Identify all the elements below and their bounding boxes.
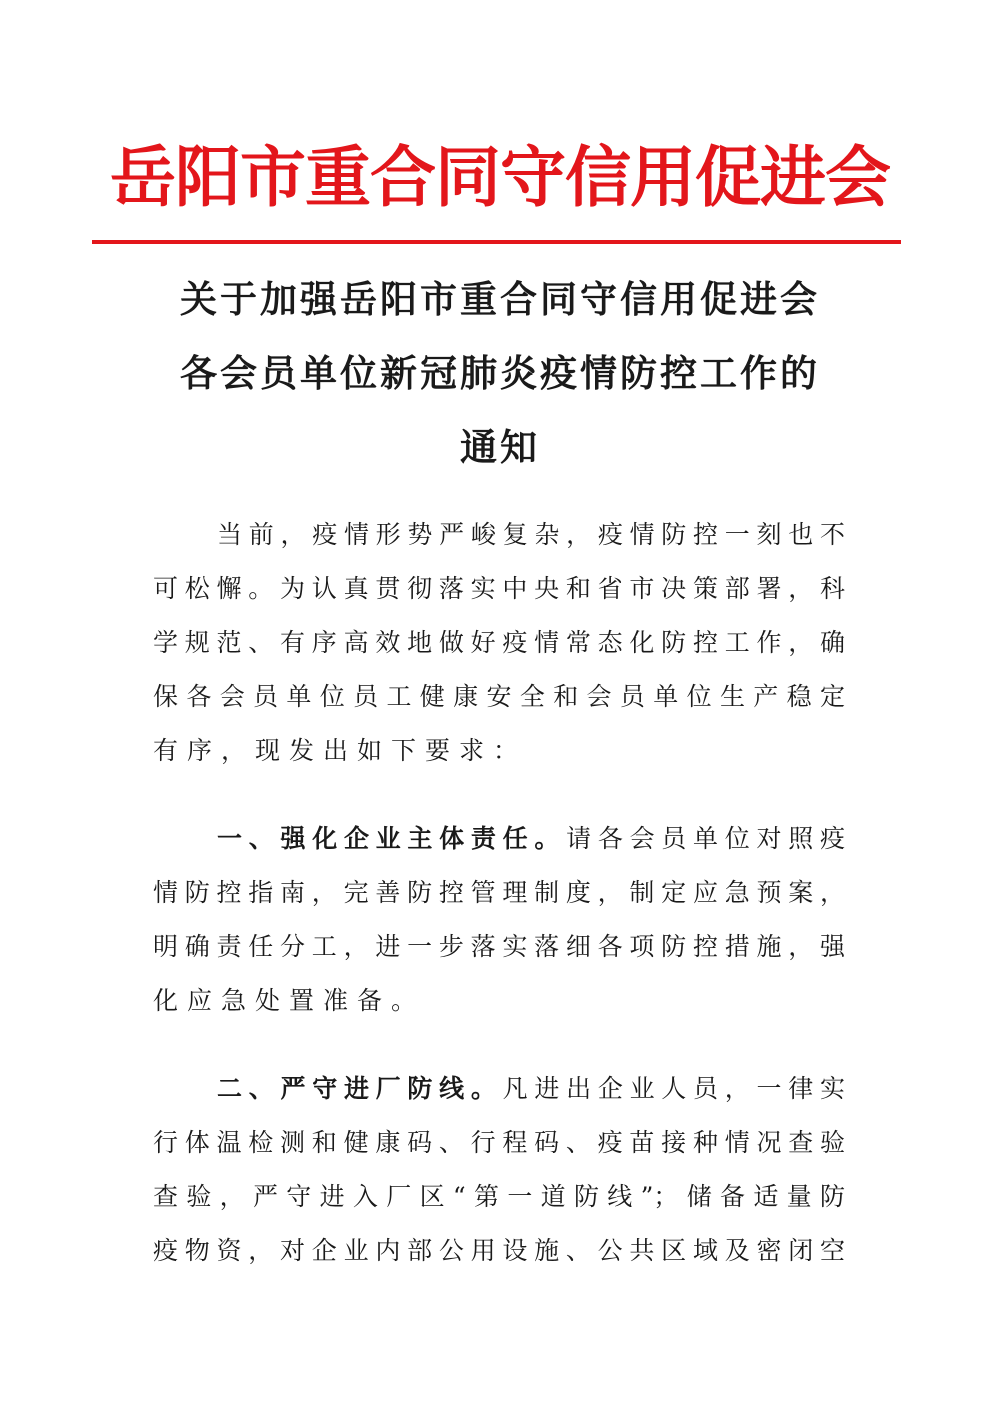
item-text: 请各会员单位对照疫: [566, 824, 845, 853]
paragraph-spacer: [153, 1028, 845, 1062]
paragraph-item-1: [153, 812, 845, 1028]
text-line: 学规范、有序高效地做好疫情常态化防控工作，确: [153, 628, 845, 657]
title-line-3: 通知: [460, 425, 540, 469]
paragraph-item-2: [153, 1062, 845, 1278]
text-line: 疫物资，对企业内部公用设施、公共区域及密闭空: [153, 1236, 845, 1265]
text-line: 可松懈。为认真贯彻落实中央和省市决策部署，科: [153, 574, 845, 603]
document-body: [153, 508, 845, 1278]
text-line: 有序，现发出如下要求：: [153, 736, 528, 765]
text-line: 当前，疫情形势严峻复杂，疫情防控一刻也不: [217, 520, 845, 549]
title-line-1: 关于加强岳阳市重合同守信用促进会: [180, 277, 820, 321]
paragraph-spacer: [153, 778, 845, 812]
text-line: 查验，严守进入厂区“第一道防线”；储备适量防: [153, 1182, 845, 1211]
text-line: [153, 1062, 845, 1116]
red-divider-rule: [92, 240, 901, 244]
text-line: 情防控指南，完善防控管理制度，制定应急预案，: [153, 878, 845, 907]
paragraph-intro: [153, 508, 845, 778]
text-line: 保各会员单位员工健康安全和会员单位生产稳定: [153, 682, 845, 711]
item-text: 凡进出企业人员，一律实: [502, 1074, 845, 1103]
text-line: 化应急处置准备。: [153, 986, 426, 1015]
title-line-2: 各会员单位新冠肺炎疫情防控工作的: [180, 351, 820, 395]
text-line: [153, 812, 845, 866]
text-line: 行体温检测和健康码、行程码、疫苗接种情况查验: [153, 1128, 845, 1157]
document-title: [0, 262, 1000, 484]
item-heading: 一、强化企业主体责任。: [217, 824, 567, 853]
text-line: 明确责任分工，进一步落实落细各项防控措施，强: [153, 932, 845, 961]
organization-header: 岳阳市重合同守信用促进会: [110, 139, 890, 216]
item-heading: 二、严守进厂防线。: [217, 1074, 503, 1103]
